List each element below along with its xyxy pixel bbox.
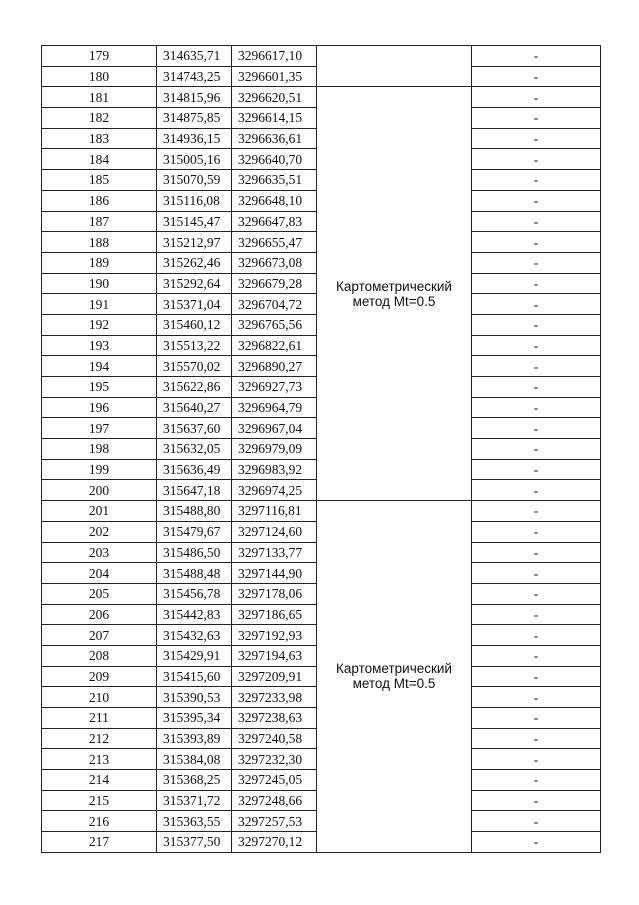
x-coordinate-cell: 315384,08	[157, 749, 232, 770]
point-number-cell: 182	[42, 108, 157, 129]
note-cell: -	[472, 832, 601, 853]
note-cell: -	[472, 294, 601, 315]
x-coordinate-cell: 315429,91	[157, 645, 232, 666]
note-cell: -	[472, 128, 601, 149]
x-coordinate-cell: 314743,25	[157, 66, 232, 87]
note-cell: -	[472, 232, 601, 253]
y-coordinate-cell: 3297233,98	[232, 687, 317, 708]
method-text: метод Mt=0.5	[352, 676, 436, 692]
x-coordinate-cell: 315647,18	[157, 480, 232, 501]
x-coordinate-cell: 315070,59	[157, 170, 232, 191]
point-number-cell: 186	[42, 190, 157, 211]
y-coordinate-cell: 3296983,92	[232, 459, 317, 480]
y-coordinate-cell: 3297133,77	[232, 542, 317, 563]
y-coordinate-cell: 3296601,35	[232, 66, 317, 87]
x-coordinate-cell: 314815,96	[157, 87, 232, 108]
y-coordinate-cell: 3297144,90	[232, 563, 317, 584]
note-cell: -	[472, 728, 601, 749]
x-coordinate-cell: 315262,46	[157, 252, 232, 273]
note-cell: -	[472, 87, 601, 108]
point-number-cell: 185	[42, 170, 157, 191]
point-number-cell: 205	[42, 583, 157, 604]
note-cell: -	[472, 211, 601, 232]
point-number-cell: 206	[42, 604, 157, 625]
point-number-cell: 199	[42, 459, 157, 480]
y-coordinate-cell: 3297209,91	[232, 666, 317, 687]
point-number-cell: 190	[42, 273, 157, 294]
x-coordinate-cell: 315371,04	[157, 294, 232, 315]
note-cell: -	[472, 749, 601, 770]
note-cell: -	[472, 708, 601, 729]
note-cell: -	[472, 459, 601, 480]
table-row	[42, 87, 601, 108]
coordinates-table	[41, 45, 601, 853]
point-number-cell: 179	[42, 46, 157, 67]
note-cell: -	[472, 273, 601, 294]
y-coordinate-cell: 3297248,66	[232, 790, 317, 811]
x-coordinate-cell: 315292,64	[157, 273, 232, 294]
note-cell: -	[472, 170, 601, 191]
point-number-cell: 214	[42, 770, 157, 791]
point-number-cell: 215	[42, 790, 157, 811]
note-cell: -	[472, 46, 601, 67]
point-number-cell: 211	[42, 708, 157, 729]
note-cell: -	[472, 377, 601, 398]
note-cell: -	[472, 418, 601, 439]
point-number-cell: 204	[42, 563, 157, 584]
y-coordinate-cell: 3297232,30	[232, 749, 317, 770]
y-coordinate-cell: 3297240,58	[232, 728, 317, 749]
note-cell: -	[472, 252, 601, 273]
point-number-cell: 203	[42, 542, 157, 563]
point-number-cell: 193	[42, 335, 157, 356]
y-coordinate-cell: 3296890,27	[232, 356, 317, 377]
x-coordinate-cell: 315390,53	[157, 687, 232, 708]
x-coordinate-cell: 315640,27	[157, 397, 232, 418]
note-cell: -	[472, 108, 601, 129]
point-number-cell: 209	[42, 666, 157, 687]
x-coordinate-cell: 314875,85	[157, 108, 232, 129]
point-number-cell: 216	[42, 811, 157, 832]
y-coordinate-cell: 3297124,60	[232, 521, 317, 542]
point-number-cell: 183	[42, 128, 157, 149]
x-coordinate-cell: 315637,60	[157, 418, 232, 439]
point-number-cell: 213	[42, 749, 157, 770]
method-cell	[317, 501, 472, 853]
x-coordinate-cell: 315212,97	[157, 232, 232, 253]
point-number-cell: 200	[42, 480, 157, 501]
method-text: метод Mt=0.5	[352, 293, 436, 309]
point-number-cell: 195	[42, 377, 157, 398]
y-coordinate-cell: 3296647,83	[232, 211, 317, 232]
point-number-cell: 207	[42, 625, 157, 646]
x-coordinate-cell: 314635,71	[157, 46, 232, 67]
note-cell: -	[472, 501, 601, 522]
note-cell: -	[472, 149, 601, 170]
x-coordinate-cell: 315395,34	[157, 708, 232, 729]
y-coordinate-cell: 3297257,53	[232, 811, 317, 832]
point-number-cell: 217	[42, 832, 157, 853]
point-number-cell: 198	[42, 439, 157, 460]
x-coordinate-cell: 315488,48	[157, 563, 232, 584]
note-cell: -	[472, 397, 601, 418]
x-coordinate-cell: 315479,67	[157, 521, 232, 542]
x-coordinate-cell: 315377,50	[157, 832, 232, 853]
note-cell: -	[472, 645, 601, 666]
point-number-cell: 212	[42, 728, 157, 749]
point-number-cell: 180	[42, 66, 157, 87]
x-coordinate-cell: 315368,25	[157, 770, 232, 791]
x-coordinate-cell: 315622,86	[157, 377, 232, 398]
point-number-cell: 192	[42, 314, 157, 335]
point-number-cell: 208	[42, 645, 157, 666]
table-row	[42, 501, 601, 522]
x-coordinate-cell: 315442,83	[157, 604, 232, 625]
note-cell: -	[472, 335, 601, 356]
point-number-cell: 187	[42, 211, 157, 232]
point-number-cell: 189	[42, 252, 157, 273]
note-cell: -	[472, 314, 601, 335]
note-cell: -	[472, 66, 601, 87]
x-coordinate-cell: 315636,49	[157, 459, 232, 480]
method-cell	[317, 87, 472, 501]
y-coordinate-cell: 3297238,63	[232, 708, 317, 729]
note-cell: -	[472, 687, 601, 708]
y-coordinate-cell: 3296635,51	[232, 170, 317, 191]
point-number-cell: 196	[42, 397, 157, 418]
y-coordinate-cell: 3296979,09	[232, 439, 317, 460]
y-coordinate-cell: 3297270,12	[232, 832, 317, 853]
x-coordinate-cell: 315486,50	[157, 542, 232, 563]
note-cell: -	[472, 190, 601, 211]
y-coordinate-cell: 3296765,56	[232, 314, 317, 335]
y-coordinate-cell: 3296614,15	[232, 108, 317, 129]
y-coordinate-cell: 3297116,81	[232, 501, 317, 522]
x-coordinate-cell: 315145,47	[157, 211, 232, 232]
x-coordinate-cell: 315005,16	[157, 149, 232, 170]
note-cell: -	[472, 542, 601, 563]
y-coordinate-cell: 3297245,05	[232, 770, 317, 791]
x-coordinate-cell: 315415,60	[157, 666, 232, 687]
note-cell: -	[472, 563, 601, 584]
point-number-cell: 181	[42, 87, 157, 108]
note-cell: -	[472, 521, 601, 542]
x-coordinate-cell: 315116,08	[157, 190, 232, 211]
x-coordinate-cell: 315456,78	[157, 583, 232, 604]
y-coordinate-cell: 3297186,65	[232, 604, 317, 625]
y-coordinate-cell: 3296636,61	[232, 128, 317, 149]
point-number-cell: 184	[42, 149, 157, 170]
x-coordinate-cell: 315570,02	[157, 356, 232, 377]
coordinates-table-body	[42, 46, 601, 853]
y-coordinate-cell: 3296704,72	[232, 294, 317, 315]
note-cell: -	[472, 666, 601, 687]
y-coordinate-cell: 3296620,51	[232, 87, 317, 108]
x-coordinate-cell: 314936,15	[157, 128, 232, 149]
y-coordinate-cell: 3296617,10	[232, 46, 317, 67]
x-coordinate-cell: 315371,72	[157, 790, 232, 811]
point-number-cell: 210	[42, 687, 157, 708]
x-coordinate-cell: 315460,12	[157, 314, 232, 335]
y-coordinate-cell: 3296967,04	[232, 418, 317, 439]
x-coordinate-cell: 315432,63	[157, 625, 232, 646]
table-row	[42, 46, 601, 67]
y-coordinate-cell: 3296927,73	[232, 377, 317, 398]
note-cell: -	[472, 790, 601, 811]
note-cell: -	[472, 770, 601, 791]
point-number-cell: 201	[42, 501, 157, 522]
y-coordinate-cell: 3296964,79	[232, 397, 317, 418]
y-coordinate-cell: 3296673,08	[232, 252, 317, 273]
y-coordinate-cell: 3296655,47	[232, 232, 317, 253]
x-coordinate-cell: 315393,89	[157, 728, 232, 749]
x-coordinate-cell: 315632,05	[157, 439, 232, 460]
y-coordinate-cell: 3296679,28	[232, 273, 317, 294]
note-cell: -	[472, 439, 601, 460]
note-cell: -	[472, 604, 601, 625]
y-coordinate-cell: 3296974,25	[232, 480, 317, 501]
y-coordinate-cell: 3297192,93	[232, 625, 317, 646]
method-text: Картометрический	[336, 661, 452, 677]
note-cell: -	[472, 583, 601, 604]
point-number-cell: 191	[42, 294, 157, 315]
y-coordinate-cell: 3297194,63	[232, 645, 317, 666]
x-coordinate-cell: 315513,22	[157, 335, 232, 356]
note-cell: -	[472, 811, 601, 832]
note-cell: -	[472, 625, 601, 646]
method-cell	[317, 46, 472, 87]
y-coordinate-cell: 3296648,10	[232, 190, 317, 211]
method-text: Картометрический	[336, 278, 452, 294]
point-number-cell: 202	[42, 521, 157, 542]
y-coordinate-cell: 3297178,06	[232, 583, 317, 604]
x-coordinate-cell: 315488,80	[157, 501, 232, 522]
point-number-cell: 194	[42, 356, 157, 377]
point-number-cell: 188	[42, 232, 157, 253]
y-coordinate-cell: 3296822,61	[232, 335, 317, 356]
x-coordinate-cell: 315363,55	[157, 811, 232, 832]
note-cell: -	[472, 480, 601, 501]
note-cell: -	[472, 356, 601, 377]
point-number-cell: 197	[42, 418, 157, 439]
y-coordinate-cell: 3296640,70	[232, 149, 317, 170]
